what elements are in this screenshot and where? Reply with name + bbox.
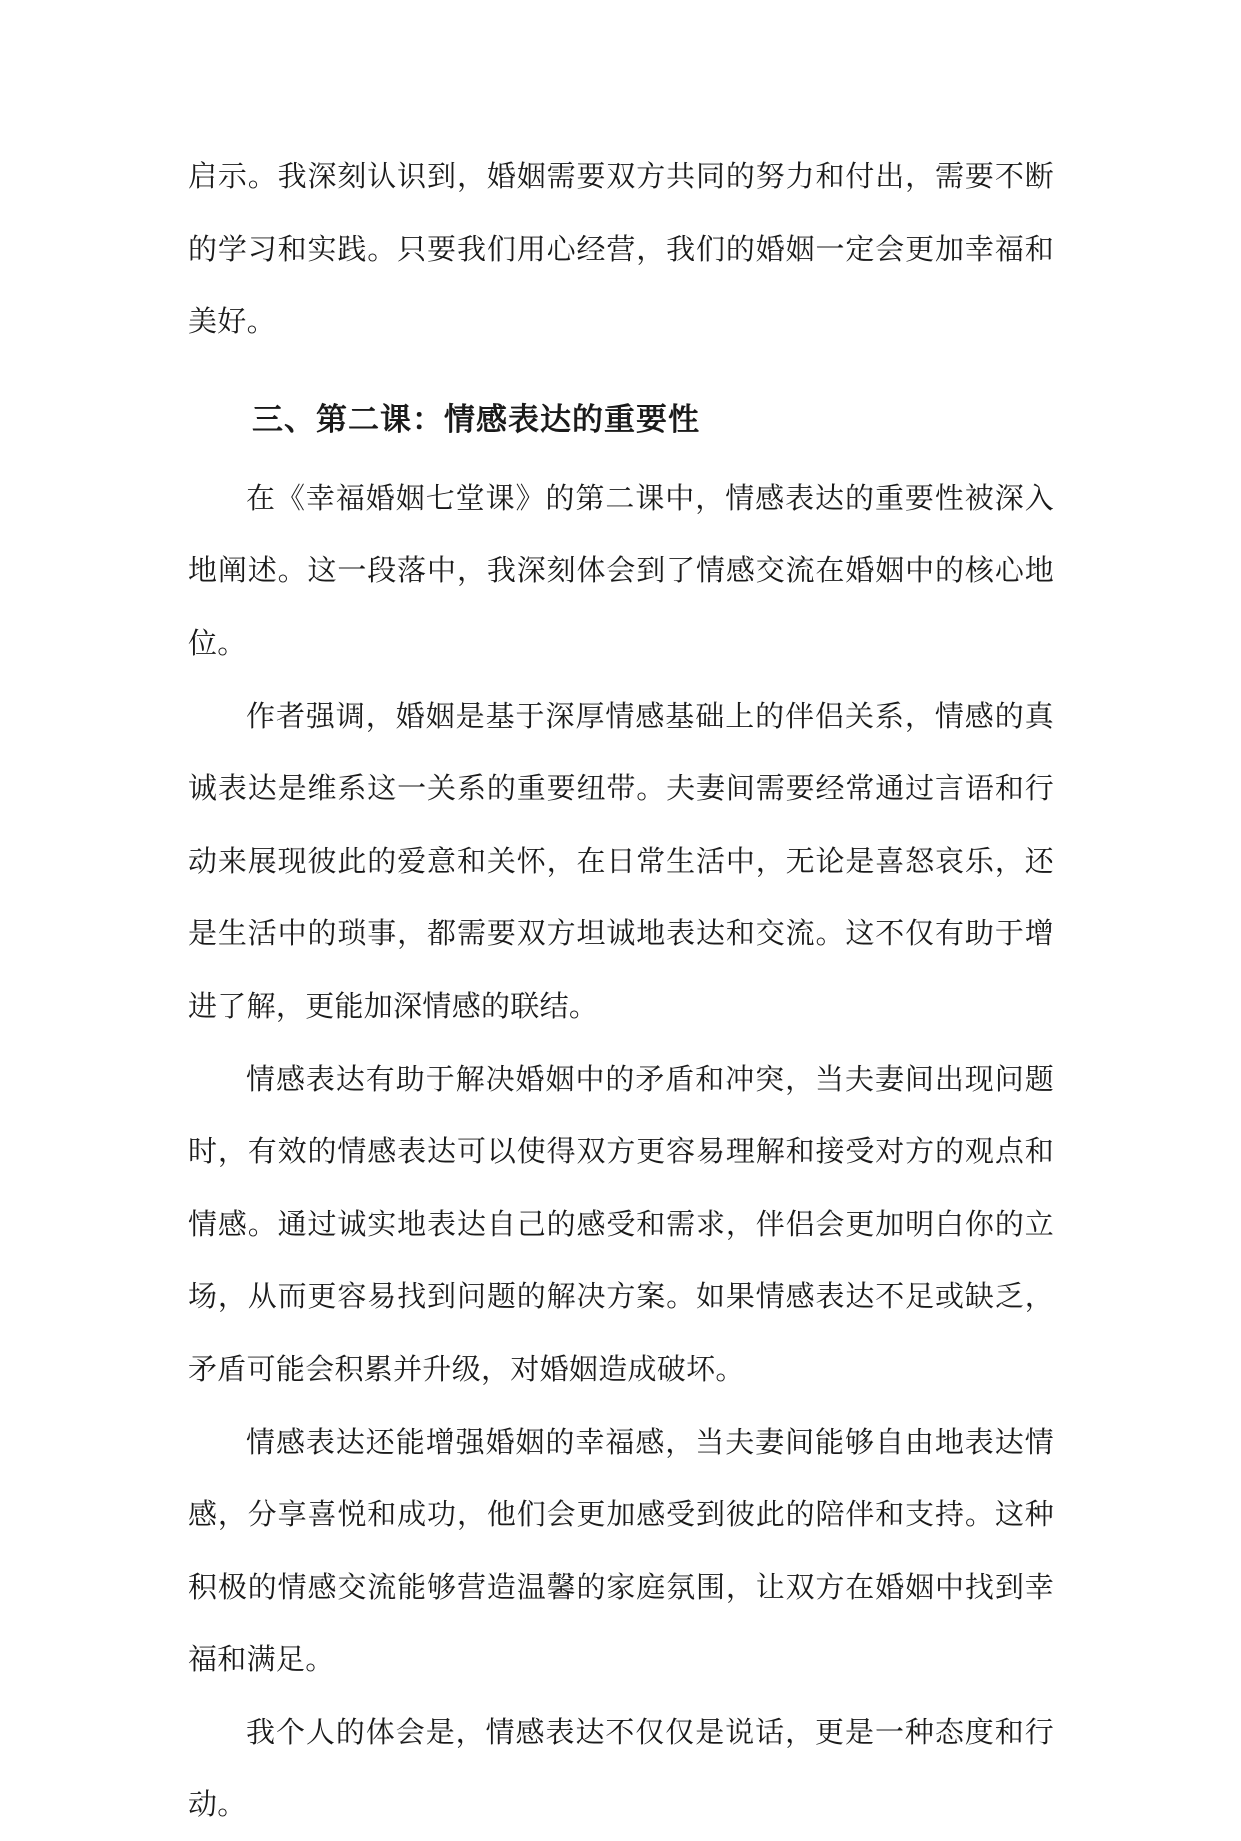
body-paragraph: 在《幸福婚姻七堂课》的第二课中，情感表达的重要性被深入地阐述。这一段落中，我深刻体会到了情感交流在婚姻中的核心地位。 <box>188 480 1054 660</box>
body-paragraph: 情感表达有助于解决婚姻中的矛盾和冲突，当夫妻间出现问题时，有效的情感表达可以使得双方更容易理解和接受对方的观点和情感。通过诚实地表达自己的感受和需求，伴侣会更加明白你的立场，从而更容易找到问题的解决方案。如果情感表达不足或缺乏，矛盾可能会积累并升级，对婚姻造成破坏。 <box>188 1061 1054 1386</box>
body-paragraph: 我个人的体会是，情感表达不仅仅是说话，更是一种态度和行动。 <box>188 1714 1054 1822</box>
intro-paragraph: 启示。我深刻认识到，婚姻需要双方共同的努力和付出，需要不断的学习和实践。只要我们用心经营，我们的婚姻一定会更加幸福和美好。 <box>188 159 1054 339</box>
body-paragraph: 作者强调，婚姻是基于深厚情感基础上的伴侣关系，情感的真诚表达是维系这一关系的重要纽带。夫妻间需要经常通过言语和行动来展现彼此的爱意和关怀，在日常生活中，无论是喜怒哀乐，还是生活中的琐事，都需要双方坦诚地表达和交流。这不仅有助于增进了解，更能加深情感的联结。 <box>188 698 1054 1023</box>
body-paragraph: 情感表达还能增强婚姻的幸福感，当夫妻间能够自由地表达情感，分享喜悦和成功，他们会更加感受到彼此的陪伴和支持。这种积极的情感交流能够营造温馨的家庭氛围，让双方在婚姻中找到幸福和满足。 <box>188 1424 1054 1677</box>
page-content <box>188 140 1054 1841</box>
section-heading: 三、第二课：情感表达的重要性 <box>252 401 700 438</box>
